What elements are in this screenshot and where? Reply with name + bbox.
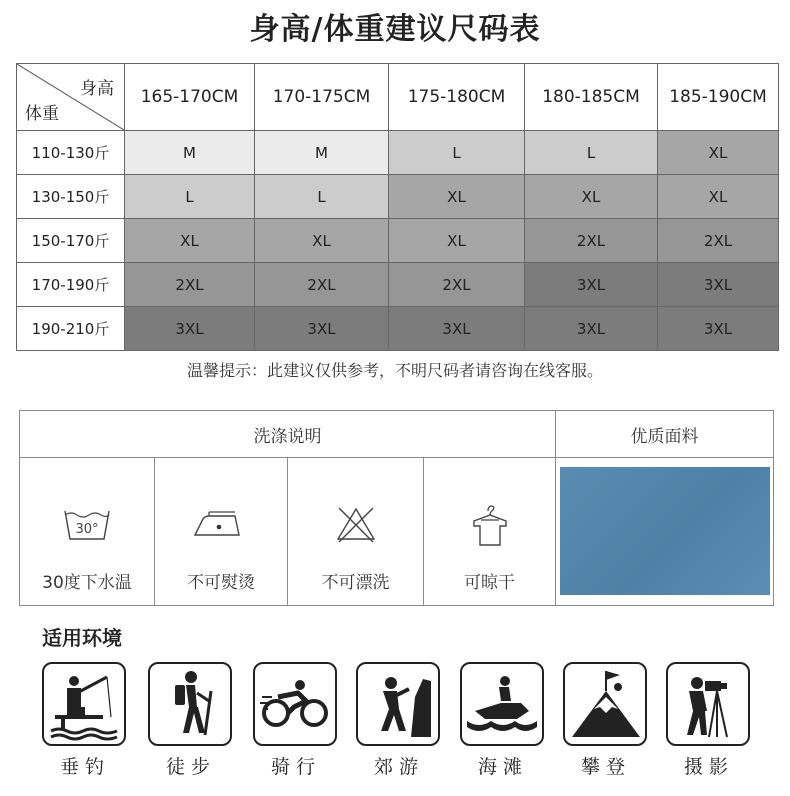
size-cell: M xyxy=(255,131,389,175)
environment-label: 骑行 xyxy=(270,756,321,778)
weight-label-cell: 130-150斤 xyxy=(17,175,125,219)
size-cell: XL xyxy=(658,175,779,219)
page-title: 身高/体重建议尺码表 xyxy=(249,12,541,47)
fabric-header: 优质面料 xyxy=(556,411,774,458)
environment-item xyxy=(356,662,442,779)
size-chart-row xyxy=(17,131,779,175)
size-cell: XL xyxy=(389,175,525,219)
size-cell: 3XL xyxy=(658,307,779,351)
size-cell: XL xyxy=(525,175,658,219)
wash-item xyxy=(288,458,424,606)
care-and-fabric-table xyxy=(19,410,774,606)
size-cell: L xyxy=(525,131,658,175)
fabric-sample-cell xyxy=(556,458,774,606)
height-header-cell: 165-170CM xyxy=(125,64,255,131)
wash-item xyxy=(424,458,556,606)
wash-item-label: 可晾干 xyxy=(464,573,515,593)
wash-instructions-header: 洗涤说明 xyxy=(20,411,556,458)
mountain-summit-icon xyxy=(568,667,642,741)
wash-temperature-text: 30° xyxy=(75,522,99,537)
size-cell: XL xyxy=(125,219,255,263)
wash-item xyxy=(20,458,155,606)
height-header-cell: 180-185CM xyxy=(525,64,658,131)
height-header-cell: 185-190CM xyxy=(658,64,779,131)
size-cell: 2XL xyxy=(389,263,525,307)
wash-item-label: 30度下水温 xyxy=(42,573,132,593)
size-cell: 2XL xyxy=(525,219,658,263)
no-bleach-icon xyxy=(334,505,378,545)
size-cell: 2XL xyxy=(125,263,255,307)
cycling-icon xyxy=(258,667,332,741)
weight-label-cell: 190-210斤 xyxy=(17,307,125,351)
size-cell: M xyxy=(125,131,255,175)
size-cell: XL xyxy=(389,219,525,263)
size-cell: 3XL xyxy=(525,307,658,351)
size-chart-corner-cell xyxy=(17,64,125,131)
size-advice-note: 温馨提示：此建议仅供参考，不明尺码者请咨询在线客服。 xyxy=(186,361,603,380)
height-header-cell: 170-175CM xyxy=(255,64,389,131)
wash-item xyxy=(155,458,288,606)
environment-item xyxy=(253,662,339,779)
size-cell: 3XL xyxy=(125,307,255,351)
size-cell: 3XL xyxy=(525,263,658,307)
size-cell: L xyxy=(389,131,525,175)
environment-label: 摄影 xyxy=(683,756,734,778)
weight-label-cell: 110-130斤 xyxy=(17,131,125,175)
environment-item xyxy=(42,662,128,779)
photographer-icon xyxy=(671,667,745,741)
wash-item-label: 不可熨烫 xyxy=(187,573,255,593)
environment-label: 徒步 xyxy=(165,756,216,778)
jet-ski-icon xyxy=(465,667,539,741)
environment-title: 适用环境 xyxy=(42,626,122,650)
wash-item-label: 不可漂洗 xyxy=(321,573,390,593)
corner-weight-label: 体重 xyxy=(25,104,59,124)
environment-item xyxy=(148,662,234,779)
weight-label-cell: 150-170斤 xyxy=(17,219,125,263)
size-cell: 3XL xyxy=(389,307,525,351)
no-iron-icon xyxy=(191,510,251,540)
size-cell: XL xyxy=(255,219,389,263)
size-cell: L xyxy=(125,175,255,219)
environment-label: 海滩 xyxy=(477,756,528,778)
height-header-cell: 175-180CM xyxy=(389,64,525,131)
hiking-icon xyxy=(153,667,227,741)
hang-dry-icon xyxy=(468,502,512,548)
size-chart-row xyxy=(17,219,779,263)
environment-item xyxy=(563,662,649,779)
size-cell: 2XL xyxy=(658,219,779,263)
fabric-swatch-image xyxy=(560,467,770,595)
size-chart-row xyxy=(17,175,779,219)
size-chart-table xyxy=(16,63,779,351)
size-cell: 3XL xyxy=(255,307,389,351)
size-cell: XL xyxy=(658,131,779,175)
wash-30-degree-icon xyxy=(63,507,111,543)
climbing-outing-icon xyxy=(361,667,435,741)
environment-label: 攀登 xyxy=(580,756,631,778)
size-cell: L xyxy=(255,175,389,219)
size-chart-header-row xyxy=(17,64,779,131)
weight-label-cell: 170-190斤 xyxy=(17,263,125,307)
environment-item xyxy=(460,662,546,779)
environment-label: 垂钓 xyxy=(59,756,110,778)
environment-label: 郊游 xyxy=(373,756,424,778)
corner-height-label: 身高 xyxy=(80,79,114,99)
size-chart-row xyxy=(17,307,779,351)
size-cell: 3XL xyxy=(658,263,779,307)
environment-item xyxy=(666,662,752,779)
fishing-icon xyxy=(47,667,121,741)
size-cell: 2XL xyxy=(255,263,389,307)
size-chart-row xyxy=(17,263,779,307)
